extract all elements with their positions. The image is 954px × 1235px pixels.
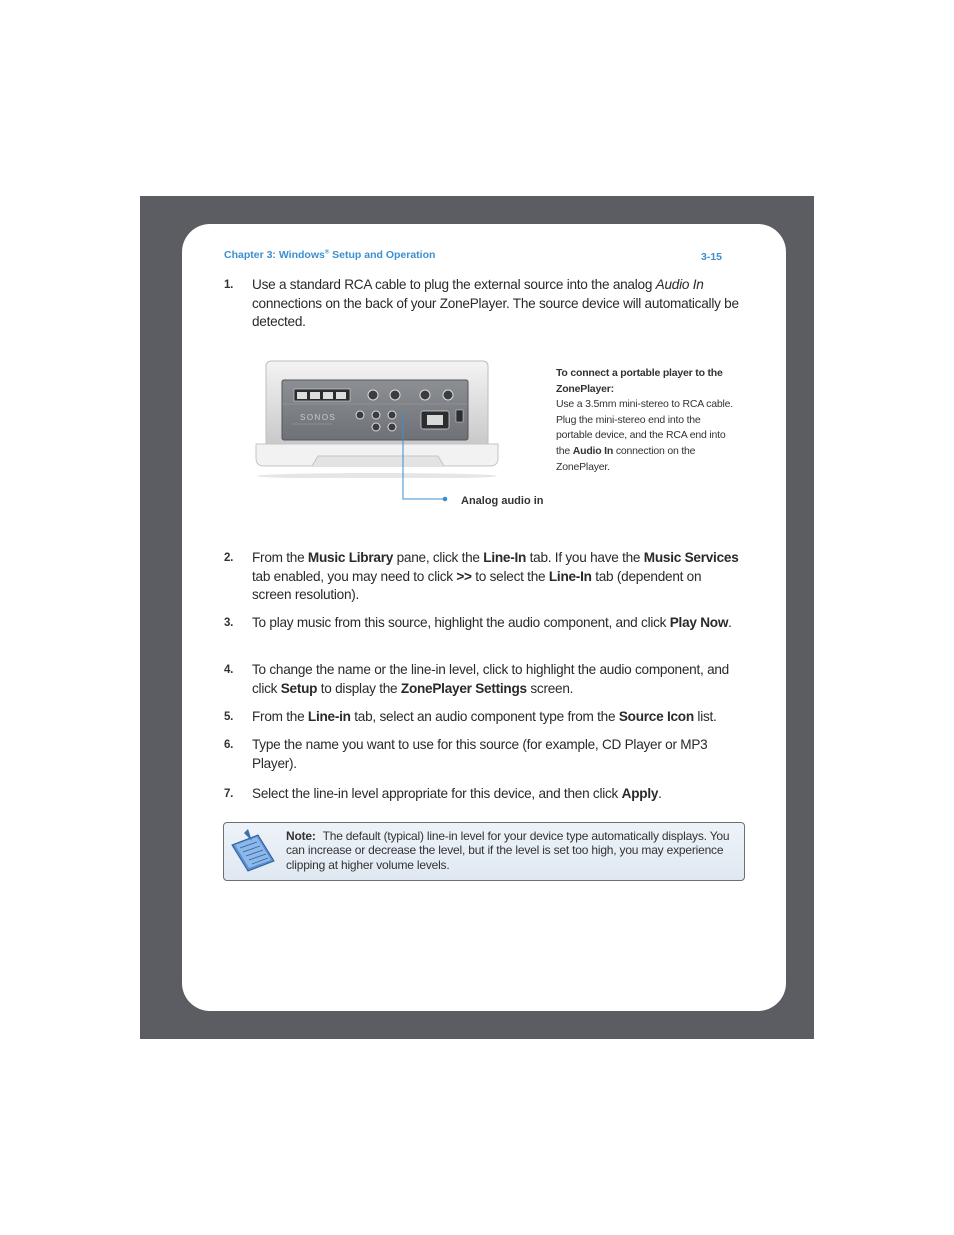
step-number: 3.: [224, 617, 234, 629]
note-body: The default (typical) line-in level for your device type automatically displays. You can increase or decrease the level, but if the level is set too high, you may experience clipping at higher volume levels.: [286, 829, 730, 872]
step-number: 6.: [224, 739, 234, 751]
step-text: [252, 549, 744, 605]
text-run: pane, click the: [393, 550, 484, 565]
text-run: To change the name or the line-in level, click to highlight the audio component, and click: [252, 662, 729, 696]
text-run: To play music from this source, highlight the audio component, and click: [252, 615, 670, 630]
note-box: [223, 822, 745, 881]
bold-term: Line-In: [548, 568, 592, 584]
step-text: [252, 708, 744, 727]
note-text: [286, 829, 738, 872]
page-number: 3-15: [701, 251, 723, 263]
text-run: list.: [693, 709, 717, 724]
device-logo: SONOS: [300, 413, 337, 422]
step-number: 5.: [224, 711, 234, 723]
text-run: tab enabled, you may need to click: [252, 568, 457, 584]
text-run: to select the: [471, 568, 549, 584]
figure-caption: [556, 366, 736, 475]
text-run: connections on the back of your ZonePlayer. The source device will automatically be detected.: [252, 295, 739, 330]
text-run: to display the: [317, 680, 401, 696]
caption-title: To connect a portable player to the ZonePlayer:: [556, 367, 723, 395]
bold-term: Line-in: [307, 709, 351, 724]
text-run: screen.: [526, 680, 574, 696]
step-text: [252, 785, 744, 804]
text-run: tab, select an audio component type from the: [350, 709, 619, 724]
step-text: [252, 736, 744, 773]
note-paper-icon: [228, 827, 280, 875]
text-run: connection on the ZonePlayer.: [556, 444, 696, 473]
text-run: Type the name you want to use for this source (for example, CD Player or MP3 Player).: [252, 737, 708, 771]
bold-term: Audio In: [572, 444, 614, 457]
text-run: Use a 3.5mm mini-stereo to RCA cable. Plug the mini-stereo end into the portable device, and the RCA end into the: [556, 398, 734, 457]
note-label: Note:: [286, 829, 316, 843]
bold-term: Play Now: [669, 615, 729, 630]
text-run: From the: [252, 709, 308, 724]
text-run: Select the line-in level appropriate for this device, and then click: [252, 786, 622, 801]
bold-term: Source Icon: [618, 709, 694, 724]
bold-term: Apply: [621, 786, 659, 801]
text-run: tab. If you have the: [526, 550, 644, 565]
bold-term: >>: [456, 568, 472, 584]
bold-term: Music Library: [307, 550, 394, 565]
bold-term: Setup: [280, 680, 318, 696]
step-text: [252, 276, 744, 332]
text-run: .: [658, 786, 662, 801]
step-number: 4.: [224, 664, 234, 676]
callout-line: [252, 358, 502, 518]
bold-term: Line-In: [483, 550, 527, 565]
caption-body: [556, 397, 736, 475]
step-number: 1.: [224, 279, 234, 291]
step-number: 7.: [224, 788, 234, 800]
text-run: Use a standard RCA cable to plug the external source into the analog: [252, 277, 656, 292]
step-text: [252, 614, 744, 633]
text-run: .: [728, 615, 732, 630]
text-run: tab (dependent on screen resolution).: [252, 568, 702, 603]
italic-term: Audio In: [655, 277, 704, 292]
bold-term: Music Services: [643, 550, 739, 565]
bold-term: ZonePlayer Settings: [400, 680, 527, 696]
step-text: [252, 661, 744, 698]
chapter-header: Chapter 3: Windows® Setup and Operation: [224, 249, 436, 261]
analog-audio-in-label: Analog audio in: [461, 495, 544, 507]
step-number: 2.: [224, 552, 234, 564]
text-run: From the: [252, 550, 308, 565]
